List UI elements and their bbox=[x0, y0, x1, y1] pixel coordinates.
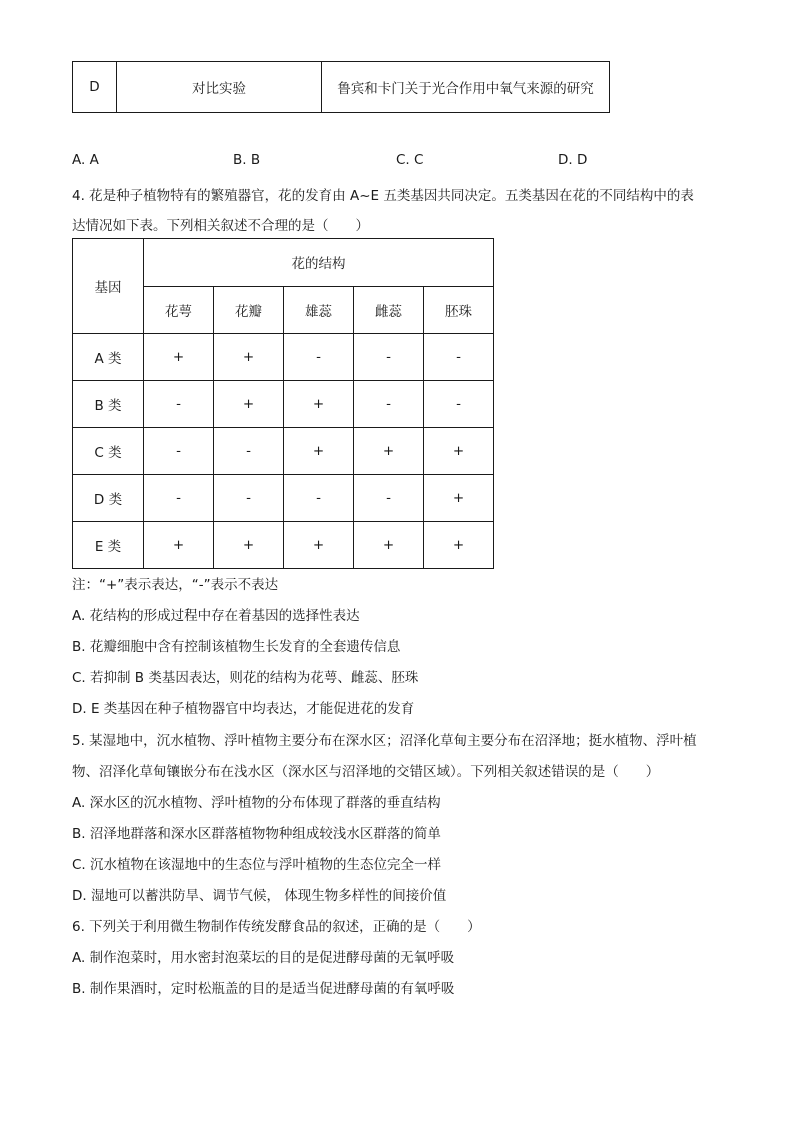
q4-option-b: B. 花瓣细胞中含有控制该植物生长发育的全套遗传信息 bbox=[72, 639, 401, 655]
table-note: 注：“+”表示表达，“-”表示不表达 bbox=[72, 577, 279, 593]
table-cell: - bbox=[424, 381, 494, 428]
q5-option-a: A. 深水区的沉水植物、浮叶植物的分布体现了群落的垂直结构 bbox=[72, 795, 441, 811]
table-cell: - bbox=[354, 334, 424, 381]
table-cell: + bbox=[424, 428, 494, 475]
table-cell: - bbox=[284, 475, 354, 522]
row-label: B 类 bbox=[73, 381, 144, 428]
q6-stem: 6. 下列关于利用微生物制作传统发酵食品的叙述，正确的是（ ） bbox=[72, 919, 481, 935]
q3-option-d: D. D bbox=[558, 152, 588, 168]
table-cell: + bbox=[284, 381, 354, 428]
gene-expression-table bbox=[72, 238, 494, 569]
table-cell: + bbox=[144, 334, 214, 381]
column-header: 花瓣 bbox=[214, 286, 284, 334]
table-cell-example: 鲁宾和卡门关于光合作用中氧气来源的研究 bbox=[322, 62, 610, 113]
column-header: 雄蕊 bbox=[284, 286, 354, 334]
table-cell: + bbox=[354, 428, 424, 475]
q4-stem-line1: 4. 花是种子植物特有的繁殖器官，花的发育由 A~E 五类基因共同决定。五类基因在花的不同结构中的表 bbox=[72, 188, 694, 204]
q5-stem-line1: 5. 某湿地中，沉水植物、浮叶植物主要分布在深水区；沼泽化草甸主要分布在沼泽地；挺水植物、浮叶植 bbox=[72, 733, 697, 749]
table-row bbox=[73, 381, 494, 428]
table-row bbox=[73, 522, 494, 569]
q3-option-c: C. C bbox=[396, 152, 424, 168]
q6-option-b: B. 制作果酒时，定时松瓶盖的目的是适当促进酵母菌的有氧呼吸 bbox=[72, 981, 455, 997]
table-cell: - bbox=[214, 475, 284, 522]
column-header: 雌蕊 bbox=[354, 286, 424, 334]
q4-option-a: A. 花结构的形成过程中存在着基因的选择性表达 bbox=[72, 608, 360, 624]
table-cell: - bbox=[214, 428, 284, 475]
q5-option-d: D. 湿地可以蓄洪防旱、调节气候， 体现生物多样性的间接价值 bbox=[72, 888, 447, 904]
table-cell: + bbox=[214, 334, 284, 381]
table-cell: - bbox=[284, 334, 354, 381]
table-cell: - bbox=[424, 334, 494, 381]
q6-option-a: A. 制作泡菜时，用水密封泡菜坛的目的是促进酵母菌的无氧呼吸 bbox=[72, 950, 455, 966]
table-cell: - bbox=[144, 381, 214, 428]
table-cell: + bbox=[424, 522, 494, 569]
q5-stem-line2: 物、沼泽化草甸镶嵌分布在浅水区（深水区与沼泽地的交错区域）。下列相关叙述错误的是（ ） bbox=[72, 764, 660, 780]
q5-option-c: C. 沉水植物在该湿地中的生态位与浮叶植物的生态位完全一样 bbox=[72, 857, 442, 873]
column-header: 花萼 bbox=[144, 286, 214, 334]
row-label: C 类 bbox=[73, 428, 144, 475]
row-label: D 类 bbox=[73, 475, 144, 522]
table-cell-method: 对比实验 bbox=[117, 62, 322, 113]
table-corner-header: 基因 bbox=[73, 239, 144, 334]
table-cell: + bbox=[284, 428, 354, 475]
q4-option-d: D. E 类基因在种子植物器官中均表达，才能促进花的发育 bbox=[72, 701, 415, 717]
row-label: E 类 bbox=[73, 522, 144, 569]
table-cell: + bbox=[214, 381, 284, 428]
table-cell: + bbox=[284, 522, 354, 569]
table-cell: - bbox=[144, 428, 214, 475]
table-cell: - bbox=[354, 381, 424, 428]
q3-option-b: B. B bbox=[233, 152, 261, 168]
table-row bbox=[73, 428, 494, 475]
table-cell: - bbox=[144, 475, 214, 522]
table-cell: + bbox=[424, 475, 494, 522]
method-table bbox=[72, 61, 610, 113]
table-row bbox=[73, 334, 494, 381]
row-label: A 类 bbox=[73, 334, 144, 381]
q3-option-a: A. A bbox=[72, 152, 99, 168]
q4-stem-line2: 达情况如下表。下列相关叙述不合理的是（ ） bbox=[72, 218, 369, 234]
table-cell: + bbox=[144, 522, 214, 569]
q5-option-b: B. 沼泽地群落和深水区群落植物物种组成较浅水区群落的简单 bbox=[72, 826, 441, 842]
table-cell: + bbox=[214, 522, 284, 569]
q4-option-c: C. 若抑制 B 类基因表达，则花的结构为花萼、雌蕊、胚珠 bbox=[72, 670, 419, 686]
table-cell: + bbox=[354, 522, 424, 569]
table-row bbox=[73, 475, 494, 522]
column-header: 胚珠 bbox=[424, 286, 494, 334]
table-cell: - bbox=[354, 475, 424, 522]
table-cell-option: D bbox=[73, 62, 117, 113]
table-group-header: 花的结构 bbox=[144, 239, 494, 287]
